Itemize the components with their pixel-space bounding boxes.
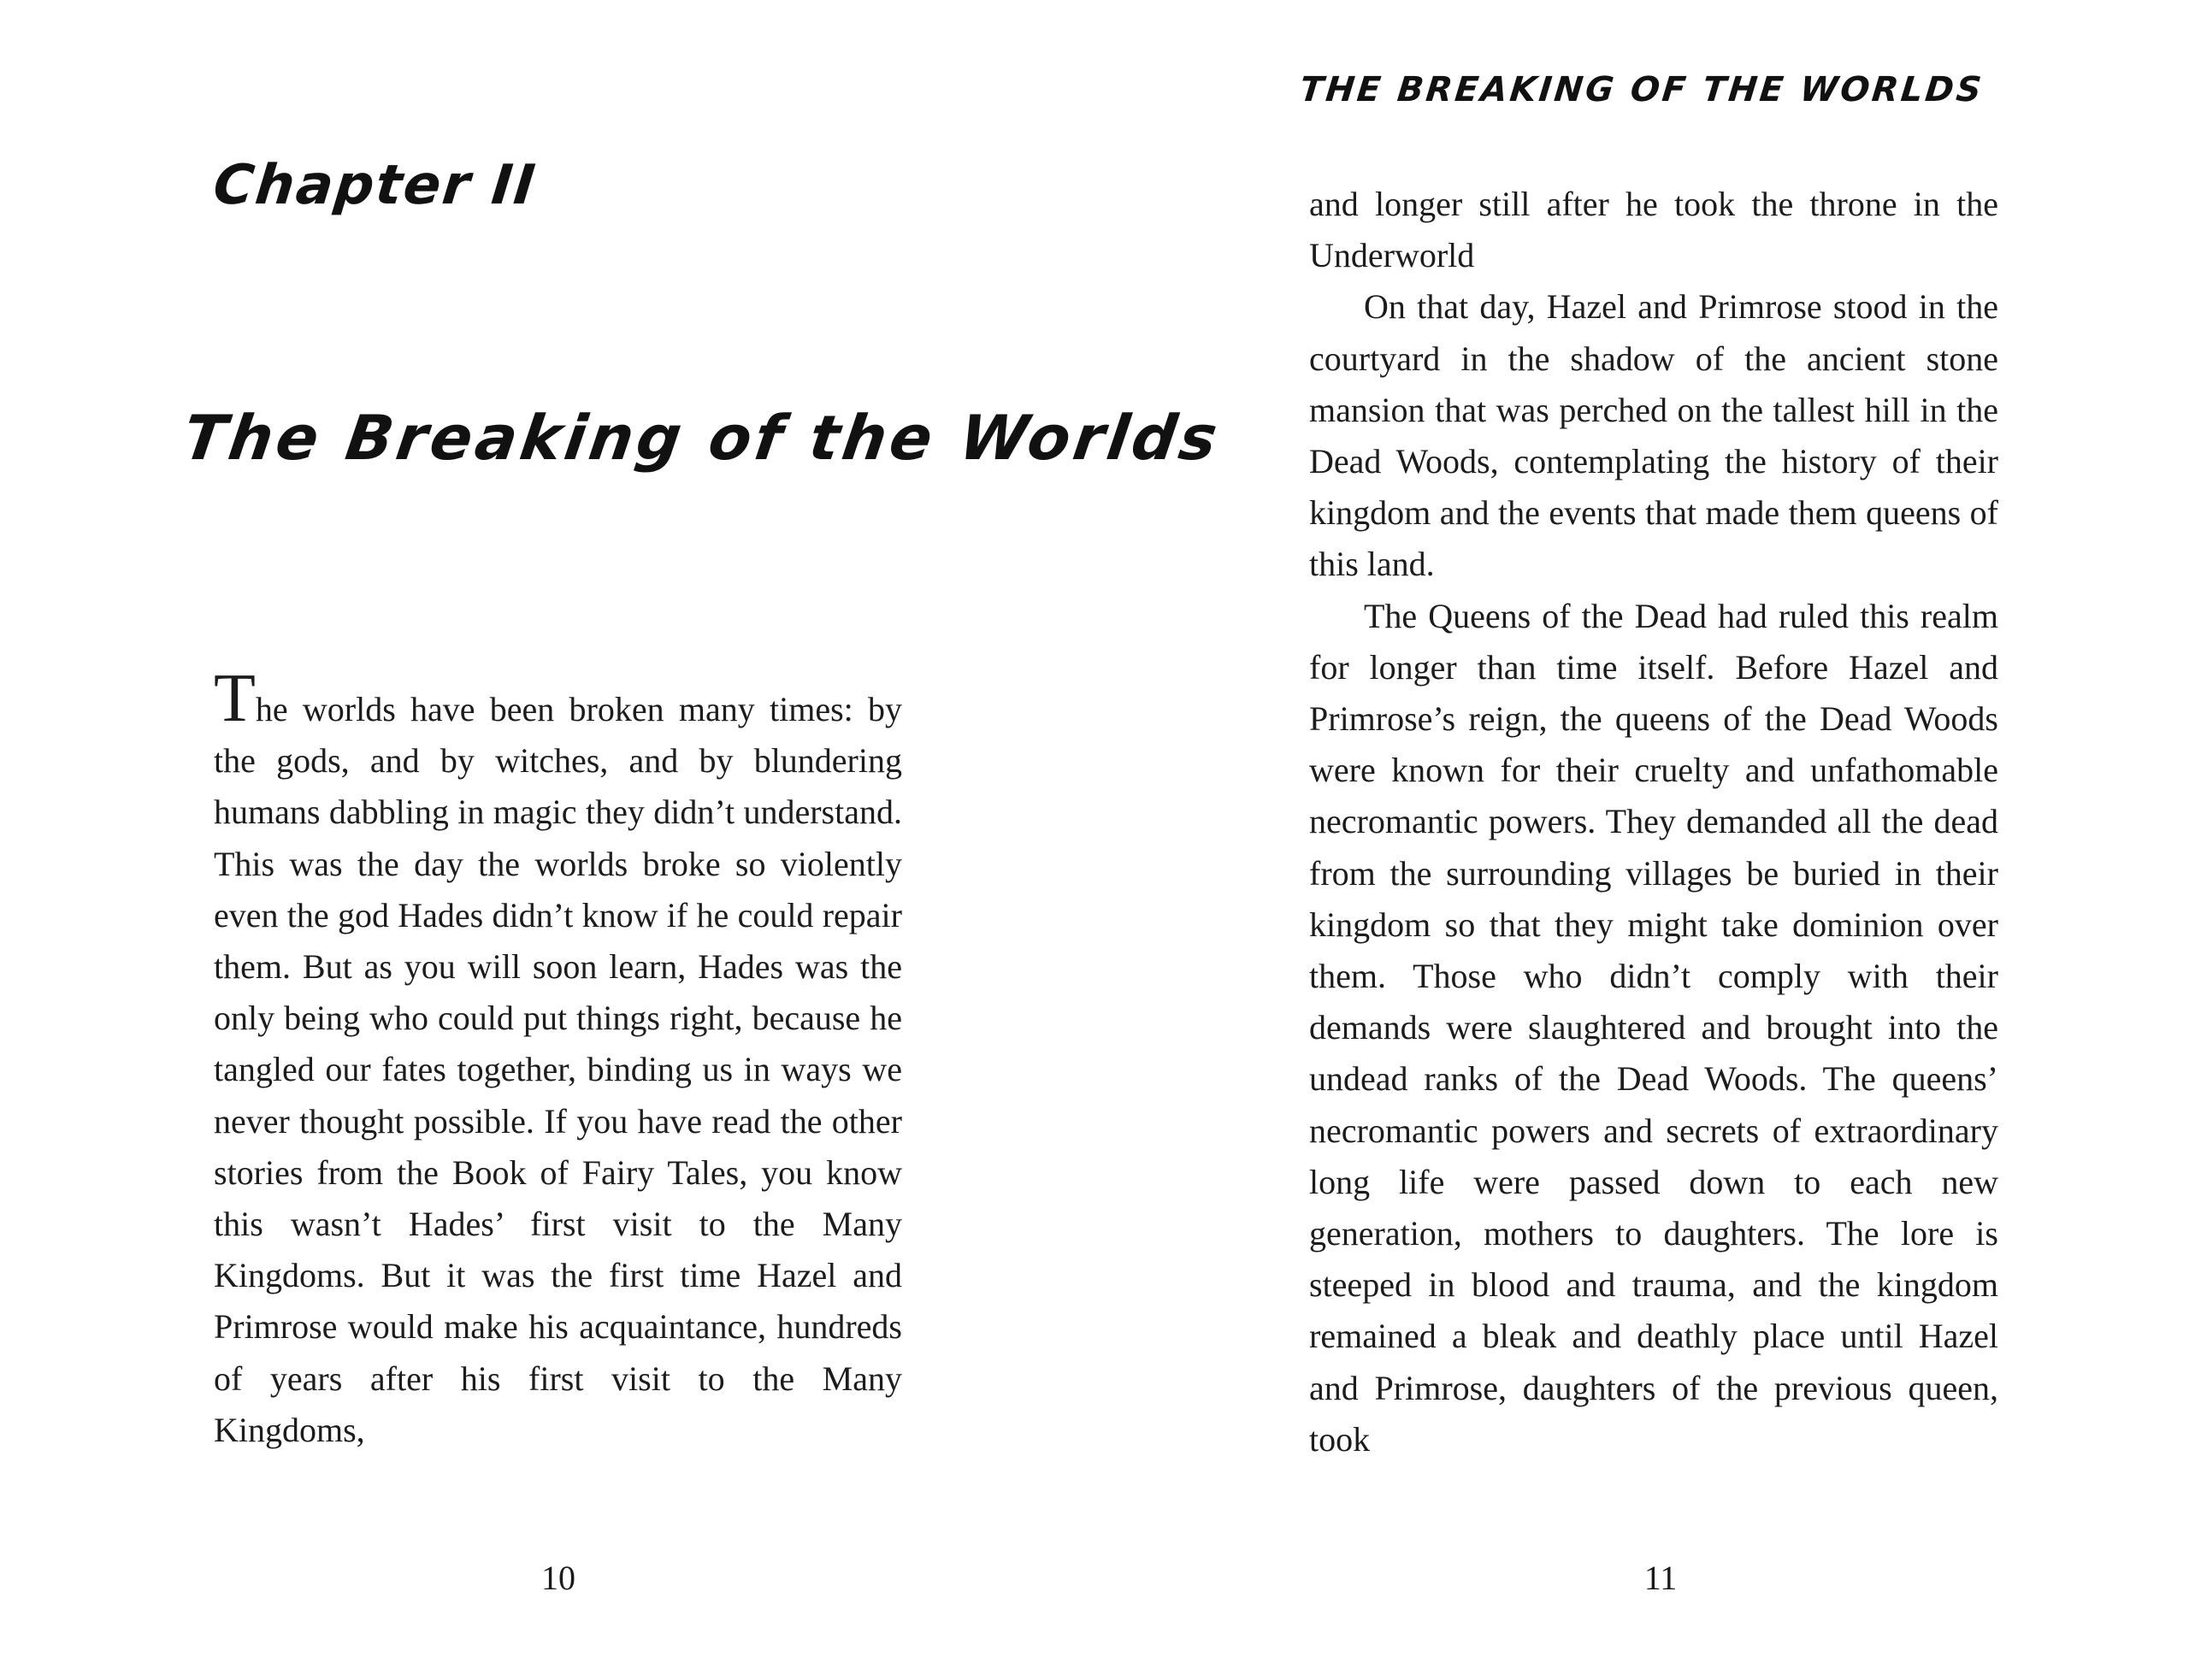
right-paragraph-3: The Queens of the Dead had ruled this realm for longer than time itself. Before Hazel and Primrose’s reign, the queens of the Dead Woods were known for their cruelty and unfathomable necromantic powers. They demanded all the dead from the surrounding villages be buried in their kingdom so that they might take dominion over them. Those who didn’t comply with their demands were slaughtered and brought into the undead ranks of the Dead Woods. The queens’ necromantic powers and secrets of extraordinary long life were passed down to each new generation, mothers to daughters. The lore is steeped in blood and trauma, and the kingdom remained a bleak and deathly place until Hazel and Primrose, daughters of the previous queen, took [1309, 596, 1998, 1459]
chapter-title: The Breaking of the Worlds [179, 402, 1225, 474]
chapter-label: Chapter II [210, 154, 540, 217]
page-number-left: 10 [541, 1559, 575, 1597]
right-body-text [1309, 179, 1998, 1465]
page-number-right: 11 [1643, 1559, 1678, 1597]
drop-cap: T [214, 661, 256, 736]
right-paragraph-continued: and longer still after he took the throne in the Underworld [1309, 185, 1998, 275]
right-paragraph-2: On that day, Hazel and Primrose stood in the courtyard in the shadow of the ancient stone mansion that was perched on the tallest hill in the Dead Woods, contemplating the history of their kingdom and the events that made them queens of this land. [1309, 287, 1998, 584]
running-head: THE BREAKING OF THE WORLDS [1297, 70, 1986, 109]
left-body-text [214, 661, 902, 1456]
left-paragraph-text: he worlds have been broken many times: by the gods, and by witches, and by blundering humans dabbling in magic they didn’t understand. This was the day the worlds broke so violently even the god Hades didn’t know if he could repair them. But as you will soon learn, Hades was the only being who could put things right, because he tangled our fates together, binding us in ways we never thought possible. If you have read the other stories from the Book of Fairy Tales, you know this wasn’t Hades’ first visit to the Many Kingdoms. But it was the first time Hazel and Primrose would make his acquaintance, hundreds of years after his first visit to the Many Kingdoms, [214, 690, 902, 1449]
left-paragraph [214, 661, 902, 1456]
